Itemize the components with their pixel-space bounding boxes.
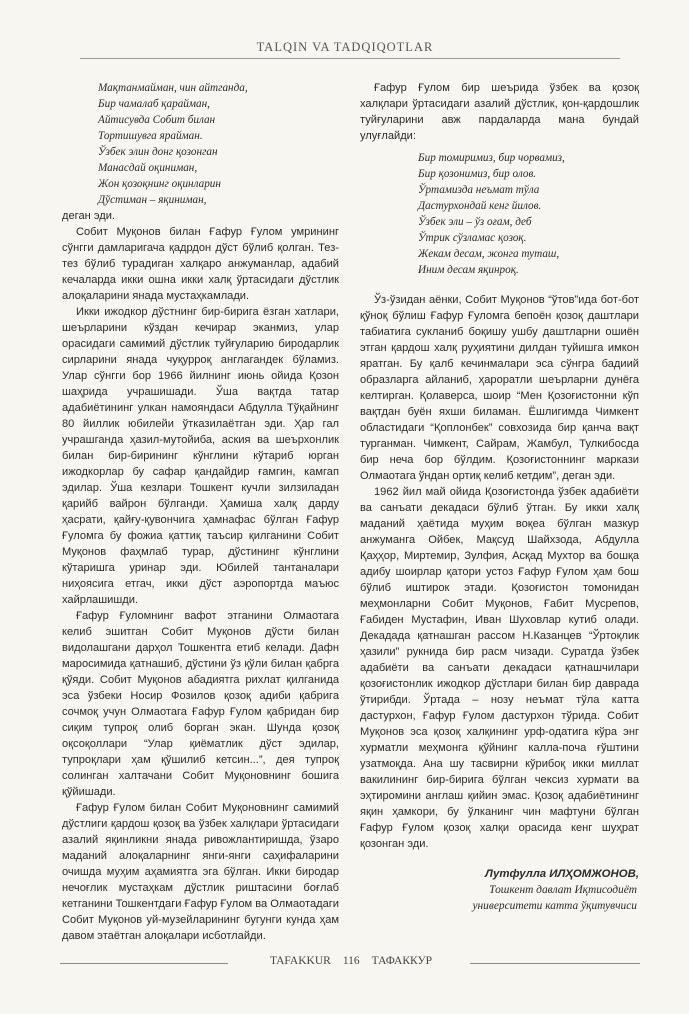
page-number: 116 — [342, 955, 360, 967]
poem-line: Дўстиман – яқиниман, — [98, 194, 207, 206]
left-poem — [62, 80, 339, 208]
poem-line: Ўртамизда неъмат тўла — [418, 184, 540, 196]
footer-rule — [470, 963, 640, 964]
poem-attribution: деган эди. — [62, 210, 115, 222]
body-paragraph: Ғафур Ғулом билан Собит Муқоновнинг самимий дўстлиги қардош қозоқ ва ўзбек халқлари ўртасидаги азалий яқинликни янада ривожлантиришда, ўзаро маданий алоқаларнинг янги-янги саҳифаларини очишда муҳим аҳамиятга эга бўлган. Икки биродар нечоғлик мустаҳкам дўстлик риштасини боғлаб кетганини Тошкентдаги Ғафур Ғулом ва Олмаотадаги Собит Муқонов уй-музейларининг бугунги кунда ҳам давом этаётган алоқалари исботлайди. — [62, 802, 339, 942]
poem-line: Бир чамалаб қарайман, — [98, 98, 210, 110]
body-paragraph: Собит Муқонов билан Ғафур Ғулом умрининг сўнгги дамларигача қадрдон дўст бўлиб қолган. Тез-тез бўлиб турадиган халқаро анжуманлар, адабий кечаларда икки ошна икки халқ ўртасидаги дўстлик алоқаларини янада мустаҳкамлади. — [62, 226, 339, 302]
poem-line: Айтисувда Собит билан — [98, 114, 216, 126]
author-affiliation-line: Тошкент давлат Иқтисодиёт — [489, 884, 637, 896]
footer-text — [235, 955, 467, 967]
poem-line: Жекам десам, жонга туташ, — [418, 248, 560, 260]
footer-rule — [60, 963, 228, 964]
footer-right-word: ТАФАККУР — [371, 955, 433, 967]
poem-line: Ўзбек эли – ўз оғам, деб — [418, 216, 532, 228]
poem-line: Иним десам яқинроқ. — [418, 264, 519, 276]
running-header: TALQIN VA TADQIQOTLAR — [256, 40, 434, 54]
author-name: Лутфулла ИЛҲОМЖОНОВ, — [485, 868, 639, 880]
right-column — [360, 80, 639, 914]
poem-line: Ўзбек элин донг қозонган — [98, 146, 218, 158]
right-poem — [360, 150, 639, 278]
header-rule — [80, 58, 620, 59]
footer-left-word: TAFAKKUR — [269, 955, 331, 967]
page-footer — [60, 955, 640, 971]
poem-line: Манасдай оқиниман, — [98, 162, 198, 174]
body-paragraph: Ўз-ўзидан аёнки, Собит Муқонов “ўтов”ида бот-бот қўноқ бўлиш Ғафур Ғуломга бепоён қозоқ даштлари табиатига сукланиб боқишу ушбу даштларни ошиён этган қардош халқ руҳиятини дилдан туйишга имкон яратган. Бу қалб кечинмалари эса сўнгра бадиий образларга айланиб, ҳароратли шеърларни дунёга келтирган. Қолаверса, шоир “Мен Қозоғистонни кўп вақтдан буён яхши биламан. Ёшлигимда Чимкент областидаги “Қоплонбек” совхозида бир қанча вақт турганман. Чимкент, Сайрам, Жамбул, Тулкибосда бир неча бор бўлдим. Қозоғистоннинг маркази Олмаотага ўндан ортиқ келиб кетдим”, деган эди. — [360, 294, 639, 482]
body-paragraph: 1962 йил май ойида Қозоғистонда ўзбек адабиёти ва санъати декадаси бўлиб ўтган. Бу икки халқ маданий ҳаётида муҳим воқеа бўлган мазкур анжуманга Ойбек, Мақсуд Шайхзода, Абдулла Қаҳҳор, Миртемир, Зулфия, Асқад Мухтор ва бошқа адибу шоирлар қатори устоз Ғафур Ғулом ҳам бош бўлиб иштирок этади. Қозоғистон томонидан меҳмонларни Собит Муқонов, Ғабит Мусрепов, Ғабиден Мустафин, Иван Шуховлар кутиб олади. Декадада қатнашган рассом Н.Казанцев “Ўртоқлик ҳазили” рукнида бир расм чизади. Суратда ўзбек адабиёти ва санъати декадаси қатнашчилари қозоғистонлик ижодкор дўстлари билан бир даврада ўтирибди. Ўртада – нозу неъмат тўла катта дастурхон, Ғафур Ғулом дастурхон тўрида. Собит Муқонов эса қозоқ халқининг урф-одатига кўра энг хурматли меҳмонга қўйнинг калла-поча ғўштини узатмоқда. Ана шу тасвирни кўрибоқ икки миллат вакилининг бир-бирига бўлган чексиз хурмати ва эҳтиромини англаш қийин эмас. Қозоқ адабиётининг яқин ҳамкори, бу ўлканинг чин мафтуни бўлган Ғафур Ғулом қозоқ халқи орасида кенг шуҳрат қозонган эди. — [360, 486, 639, 850]
poem-line: Тортишувга ярайман. — [98, 130, 203, 142]
body-paragraph: Ғафур Ғулом бир шеърида ўзбек ва қозоқ халқлари ўртасидаги азалий дўстлик, қон-қардошлик туйғуларини авж пардаларда мана бундай улуғлайди: — [360, 82, 639, 142]
body-paragraph: Ғафур Ғуломнинг вафот этганини Олмаотага келиб эшитган Собит Муқонов дўсти билан видолашгани дарҳол Тошкентга етиб келади. Дафн маросимида қатнашиб, дўстини ўз қўли билан қабрга қўяди. Собит Муқонов абадиятга рихлат қилганида эса ўзбеки Носир Фозилов қозоқ адиби қабрига сочмоқ учун Олмаотага Ғафур Ғулом қабридан бир сиқим тупроқ олиб борган экан. Шунда қозоқ оқсоқоллари “Улар қиёматлик дўст эдилар, тупроқлари ҳам қўшилиб кетсин...”, дея тупроқ солинган халтачани Собит Муқоновнинг бошига қўйишади. — [62, 610, 339, 798]
poem-line: Дастурхондай кенг йилов. — [418, 200, 542, 212]
left-column — [62, 80, 339, 944]
poem-line: Мақтанмайман, чин айтганда, — [98, 82, 248, 94]
poem-line: Бир томиримиз, бир чорвамиз, — [418, 152, 565, 164]
poem-line: Бир қозонимиз, бир олов. — [418, 168, 537, 180]
poem-line: Ўтрик сўзламас қозоқ. — [418, 232, 527, 244]
body-paragraph: Икки ижодкор дўстнинг бир-бирига ёзган хатлари, шеърларини кўздан кечирар эканмиз, улар орасидаги самимий дўстлик туйғуларию биродарлик сирларини янада чуқурроқ англагандек бўламиз. Улар сўнгги бор 1966 йилнинг июнь ойида Қозон шаҳрида учрашишади. Ўша вақтда татар адабиётининг улкан намояндаси Абдулла Тўқайнинг 80 йиллик юбилейи ўтказилаётган эди. Ҳар гал учрашганда ҳазил-мутойиба, аския ва шеърхонлик билан бир-бирининг кўнглини кўтариб юрган ижодкорлар бу сафар қандайдир ғамгин, камгап эдилар. Ўша кезлари Тошкент кучли зилзиладан қарийб вайрон бўлганди. Ҳамиша халқ дарду ҳасрати, қайғу-қувончига ҳамнафас бўлган Ғафур Ғуломга бу фожиа қаттиқ таъсир қилганини Собит Муқонов фаҳмлаб турар, дўстининг кўнглини кўтаришга уринар эди. Юбилей тантаналари ниҳоясига етгач, икки дўст аэропортда маъюс хайрлашишди. — [62, 306, 339, 606]
author-affiliation-line: университети катта ўқитувчиси — [472, 900, 637, 912]
poem-line: Жон қозоқнинг оқинларин — [98, 178, 221, 190]
